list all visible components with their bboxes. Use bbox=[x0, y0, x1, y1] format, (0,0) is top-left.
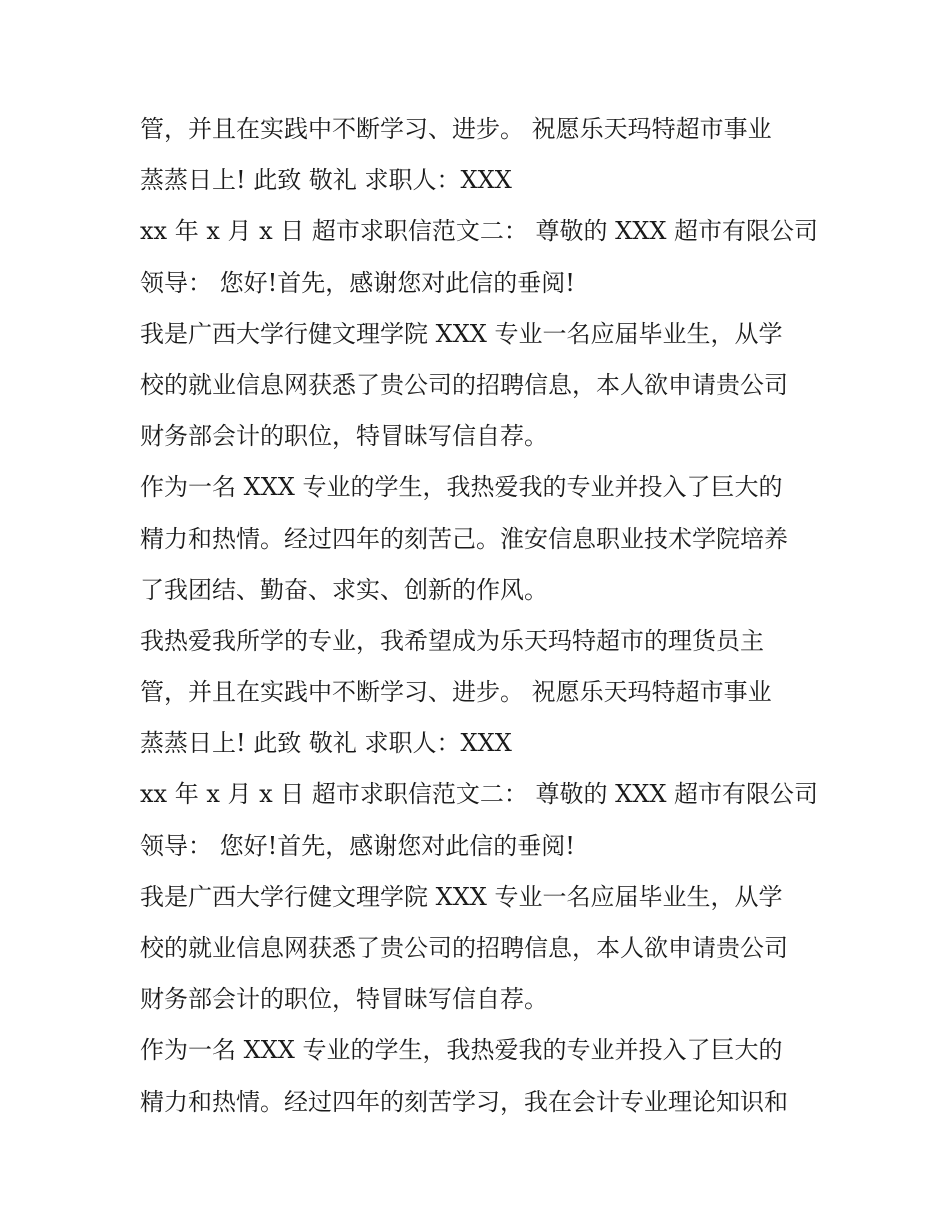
text-line: xx 年 x 月 x 日 超市求职信范文二： 尊敬的 XXX 超市有限公司 bbox=[140, 780, 819, 809]
text-line: 作为一名 XXX 专业的学生，我热爱我的专业并投入了巨大的 bbox=[140, 1036, 783, 1065]
text-line: 我是广西大学行健文理学院 XXX 专业一名应届毕业生，从学 bbox=[140, 319, 783, 348]
text-line: 蒸蒸日上! 此致 敬礼 求职人：XXX bbox=[140, 166, 512, 195]
document-body bbox=[140, 104, 830, 1128]
text-line: 我是广西大学行健文理学院 XXX 专业一名应届毕业生，从学 bbox=[140, 882, 783, 911]
text-line: 校的就业信息网获悉了贵公司的招聘信息，本人欲申请贵公司 bbox=[140, 934, 788, 962]
text-line: 我热爱我所学的专业，我希望成为乐天玛特超市的理货员主 bbox=[140, 626, 764, 655]
text-line: 管，并且在实践中不断学习、进步。 祝愿乐天玛特超市事业 bbox=[140, 115, 772, 143]
text-line: 精力和热情。经过四年的刻苦学习，我在会计专业理论知识和 bbox=[140, 1087, 788, 1116]
text-line: xx 年 x 月 x 日 超市求职信范文二： 尊敬的 XXX 超市有限公司 bbox=[140, 217, 819, 246]
text-line: 财务部会计的职位，特冒昧写信自荐。 bbox=[140, 985, 548, 1014]
text-line: 作为一名 XXX 专业的学生，我热爱我的专业并投入了巨大的 bbox=[140, 473, 783, 502]
text-line: 财务部会计的职位，特冒昧写信自荐。 bbox=[140, 422, 548, 451]
text-line: 蒸蒸日上! 此致 敬礼 求职人：XXX bbox=[140, 729, 512, 758]
text-line: 了我团结、勤奋、求实、创新的作风。 bbox=[140, 575, 548, 604]
text-line: 领导： 您好!首先，感谢您对此信的垂阅! bbox=[140, 268, 575, 297]
text-line: 精力和热情。经过四年的刻苦己。淮安信息职业技术学院培养 bbox=[140, 524, 788, 553]
text-line: 领导： 您好!首先，感谢您对此信的垂阅! bbox=[140, 831, 575, 860]
text-line: 管，并且在实践中不断学习、进步。 祝愿乐天玛特超市事业 bbox=[140, 678, 772, 707]
text-line: 校的就业信息网获悉了贵公司的招聘信息，本人欲申请贵公司 bbox=[140, 370, 788, 399]
